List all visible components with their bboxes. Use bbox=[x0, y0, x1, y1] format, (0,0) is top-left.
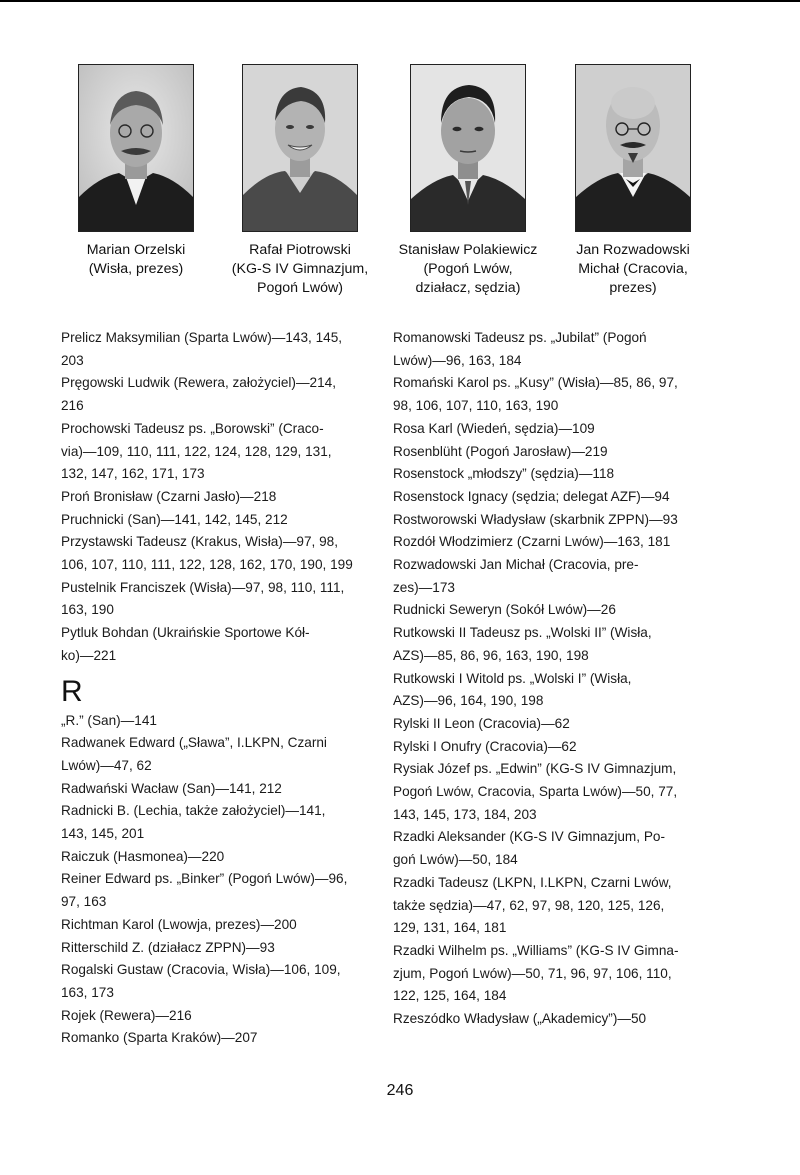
portrait-rozwadowski bbox=[553, 64, 713, 298]
entry-line: 122, 125, 164, 184 bbox=[393, 988, 507, 1004]
entry-line: także sędzia)—47, 62, 97, 98, 120, 125, 126, bbox=[393, 897, 665, 913]
index-entry bbox=[61, 1027, 373, 1050]
entry-line: zes)—173 bbox=[393, 579, 455, 595]
portrait-polakiewicz bbox=[388, 64, 548, 298]
entry-line: Rosenblüht (Pogoń Jarosław)—219 bbox=[393, 443, 608, 459]
entry-line: Radwanek Edward („Sława”, I.LKPN, Czarni bbox=[61, 735, 327, 751]
index-entry bbox=[393, 668, 713, 713]
entry-line: Pruchnicki (San)—141, 142, 145, 212 bbox=[61, 511, 288, 527]
entry-line: via)—109, 110, 111, 122, 124, 128, 129, 131, bbox=[61, 443, 332, 459]
entry-line: Lwów)—47, 62 bbox=[61, 757, 152, 773]
entry-line: Romanko (Sparta Kraków)—207 bbox=[61, 1030, 258, 1046]
index-entry bbox=[393, 713, 713, 736]
portrait-photo bbox=[575, 64, 691, 232]
entry-line: Raiczuk (Hasmonea)—220 bbox=[61, 848, 225, 864]
entry-line: Rosenstock „młodszy” (sędzia)—118 bbox=[393, 466, 615, 482]
index-entry bbox=[393, 872, 713, 940]
entry-line: Rzadki Aleksander (KG-S IV Gimnazjum, Po- bbox=[393, 829, 665, 845]
caption-line: Marian Orzelski bbox=[86, 242, 186, 258]
entry-line: ko)—221 bbox=[61, 647, 117, 663]
caption-line: Rafał Piotrowski bbox=[249, 242, 351, 258]
caption-line: Stanisław Polakiewicz bbox=[398, 242, 538, 258]
entry-line: Rutkowski II Tadeusz ps. „Wolski II” (Wisła, bbox=[393, 625, 652, 641]
caption-line: Pogoń Lwów) bbox=[257, 280, 343, 296]
entry-line: 132, 147, 162, 171, 173 bbox=[61, 466, 205, 482]
portrait-caption bbox=[388, 241, 548, 298]
portrait-row bbox=[0, 64, 800, 304]
index-entry bbox=[393, 826, 713, 871]
entry-line: Rylski II Leon (Cracovia)—62 bbox=[393, 715, 570, 731]
index-entry bbox=[61, 959, 373, 1004]
entry-line: 216 bbox=[61, 398, 84, 414]
entry-line: Rozwadowski Jan Michał (Cracovia, pre- bbox=[393, 557, 639, 573]
index-entry bbox=[61, 1005, 373, 1028]
entry-line: Rylski I Onufry (Cracovia)—62 bbox=[393, 738, 577, 754]
index-entry bbox=[393, 599, 713, 622]
caption-line: (Wisła, prezes) bbox=[88, 261, 184, 277]
entry-line: Pytluk Bohdan (Ukraińskie Sportowe Kół- bbox=[61, 625, 310, 641]
entry-line: Prochowski Tadeusz ps. „Borowski” (Craco- bbox=[61, 420, 324, 436]
portrait-image bbox=[411, 65, 525, 231]
index-entry bbox=[393, 531, 713, 554]
entry-line: zjum, Pogoń Lwów)—50, 71, 96, 97, 106, 110, bbox=[393, 965, 672, 981]
caption-line: działacz, sędzia) bbox=[415, 280, 521, 296]
index-entry bbox=[393, 418, 713, 441]
index-entry bbox=[393, 509, 713, 532]
entry-line: 97, 163 bbox=[61, 894, 107, 910]
portrait-caption bbox=[553, 241, 713, 298]
index-entry bbox=[393, 736, 713, 759]
index-entry bbox=[393, 940, 713, 1008]
index-entry bbox=[61, 509, 373, 532]
entry-line: Rzeszódko Władysław („Akademicy”)—50 bbox=[393, 1011, 647, 1027]
caption-line: (KG-S IV Gimnazjum, bbox=[231, 261, 369, 277]
top-border bbox=[0, 0, 800, 2]
index-column-left bbox=[61, 327, 373, 1050]
caption-line: prezes) bbox=[609, 280, 657, 296]
entry-line: Romański Karol ps. „Kusy” (Wisła)—85, 86, 97, bbox=[393, 375, 678, 391]
entry-line: Romanowski Tadeusz ps. „Jubilat” (Pogoń bbox=[393, 330, 647, 345]
entry-line: Przystawski Tadeusz (Krakus, Wisła)—97, 98, bbox=[61, 534, 338, 550]
caption-line: (Pogoń Lwów, bbox=[423, 261, 513, 277]
index-entry bbox=[61, 846, 373, 869]
entry-line: AZS)—85, 86, 96, 163, 190, 198 bbox=[393, 647, 589, 663]
portrait-orzelski bbox=[56, 64, 216, 279]
entry-line: Radwański Wacław (San)—141, 212 bbox=[61, 780, 282, 796]
caption-line: Michał (Cracovia, bbox=[578, 261, 688, 277]
index-entry bbox=[61, 418, 373, 486]
page-number: 246 bbox=[386, 1082, 414, 1099]
entry-line: Rudnicki Seweryn (Sokół Lwów)—26 bbox=[393, 602, 616, 618]
section-letter: R bbox=[61, 674, 83, 708]
index-entry bbox=[61, 531, 373, 576]
portrait-caption bbox=[56, 241, 216, 279]
index-entry bbox=[393, 327, 713, 372]
index-entry bbox=[61, 710, 373, 733]
entry-line: Rostworowski Władysław (skarbnik ZPPN)—93 bbox=[393, 511, 678, 527]
entry-line: Rogalski Gustaw (Cracovia, Wisła)—106, 109, bbox=[61, 962, 341, 978]
portrait-photo bbox=[410, 64, 526, 232]
entry-line: 129, 131, 164, 181 bbox=[393, 920, 507, 936]
entry-line: Pustelnik Franciszek (Wisła)—97, 98, 110, 111, bbox=[61, 579, 345, 595]
portrait-image bbox=[243, 65, 357, 231]
entry-line: goń Lwów)—50, 184 bbox=[393, 852, 518, 868]
entry-line: Rutkowski I Witold ps. „Wolski I” (Wisła, bbox=[393, 670, 632, 686]
index-entry bbox=[393, 1008, 713, 1031]
entry-line: Rzadki Tadeusz (LKPN, I.LKPN, Czarni Lwów, bbox=[393, 874, 672, 890]
index-entry bbox=[393, 622, 713, 667]
portrait-photo bbox=[78, 64, 194, 232]
entry-line: Reiner Edward ps. „Binker” (Pogoń Lwów)—96, bbox=[61, 871, 348, 887]
portrait-image bbox=[79, 65, 193, 231]
index-entry bbox=[61, 372, 373, 417]
entry-line: Rysiak Józef ps. „Edwin” (KG-S IV Gimnazjum, bbox=[393, 761, 677, 777]
entry-line: Rojek (Rewera)—216 bbox=[61, 1007, 192, 1023]
index-entry bbox=[61, 937, 373, 960]
portrait-image bbox=[576, 65, 690, 231]
portrait-piotrowski bbox=[220, 64, 380, 298]
index-column-right bbox=[393, 327, 713, 1031]
entry-line: Rosa Karl (Wiedeń, sędzia)—109 bbox=[393, 420, 595, 436]
entry-line: 143, 145, 173, 184, 203 bbox=[393, 806, 537, 822]
index-entry bbox=[61, 778, 373, 801]
index-entry bbox=[61, 732, 373, 777]
entry-line: Pręgowski Ludwik (Rewera, założyciel)—214, bbox=[61, 375, 337, 391]
index-entry bbox=[393, 372, 713, 417]
portrait-caption bbox=[220, 241, 380, 298]
index-entry bbox=[61, 486, 373, 509]
entry-line: Prelicz Maksymilian (Sparta Lwów)—143, 145, bbox=[61, 330, 343, 345]
entry-line: Ritterschild Z. (działacz ZPPN)—93 bbox=[61, 939, 275, 955]
index-entry bbox=[393, 758, 713, 826]
entry-line: 163, 173 bbox=[61, 984, 114, 1000]
entry-line: Lwów)—96, 163, 184 bbox=[393, 352, 522, 368]
index-entry bbox=[393, 554, 713, 599]
entry-line: 143, 145, 201 bbox=[61, 826, 145, 842]
entry-line: 203 bbox=[61, 352, 84, 368]
entry-line: Richtman Karol (Lwowja, prezes)—200 bbox=[61, 916, 297, 932]
entry-line: Rzadki Wilhelm ps. „Williams” (KG-S IV Gimna- bbox=[393, 942, 679, 958]
index-entry bbox=[393, 486, 713, 509]
entry-line: Pogoń Lwów, Cracovia, Sparta Lwów)—50, 77, bbox=[393, 784, 678, 800]
entry-line: 106, 107, 110, 111, 122, 128, 162, 170, 190, 199 bbox=[61, 557, 353, 573]
caption-line: Jan Rozwadowski bbox=[576, 242, 690, 258]
entry-line: Rosenstock Ignacy (sędzia; delegat AZF)—94 bbox=[393, 488, 670, 504]
portrait-photo bbox=[242, 64, 358, 232]
index-entry bbox=[61, 914, 373, 937]
entry-line: „R.” (San)—141 bbox=[61, 712, 157, 728]
index-entry bbox=[61, 577, 373, 622]
entry-line: AZS)—96, 164, 190, 198 bbox=[393, 693, 544, 709]
index-entry bbox=[61, 622, 373, 667]
entry-line: Radnicki B. (Lechia, także założyciel)—141, bbox=[61, 803, 326, 819]
index-entry bbox=[393, 441, 713, 464]
entry-line: 98, 106, 107, 110, 163, 190 bbox=[393, 398, 559, 414]
entry-line: Proń Bronisław (Czarni Jasło)—218 bbox=[61, 488, 277, 504]
index-entry bbox=[61, 327, 373, 372]
entry-line: Rozdół Włodzimierz (Czarni Lwów)—163, 181 bbox=[393, 534, 671, 550]
index-entry bbox=[61, 800, 373, 845]
entry-line: 163, 190 bbox=[61, 602, 114, 618]
index-entry bbox=[61, 868, 373, 913]
index-entry bbox=[393, 463, 713, 486]
